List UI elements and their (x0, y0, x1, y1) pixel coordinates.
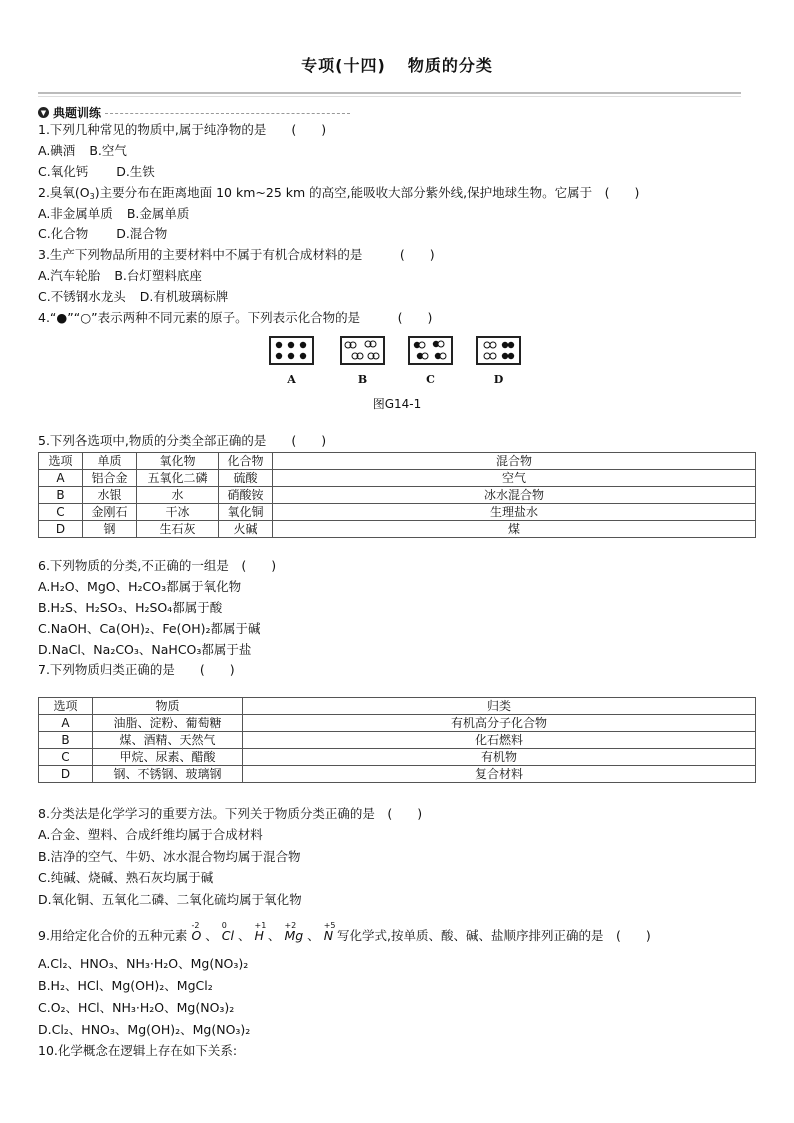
question-10-stem: 10.化学概念在逻辑上存在如下关系: (38, 1043, 238, 1058)
question-6-option-a: A.H₂O、MgO、H₂CO₃都属于氧化物 (38, 579, 242, 594)
figure-box-b (340, 336, 385, 365)
question-8-option-a: A.合金、塑料、合成纤维均属于合成材料 (38, 827, 263, 842)
question-2-options-cd: C.化合物 D.混合物 (38, 226, 168, 241)
question-9-option-b: B.H₂、HCl、Mg(OH)₂、MgCl₂ (38, 978, 213, 993)
question-1-options-ab: A.碘酒 B.空气 (38, 143, 127, 158)
question-3-options-ab: A.汽车轮胎 B.台灯塑料底座 (38, 268, 202, 283)
figure-label-d: D (493, 373, 504, 386)
element-h: +1 H (254, 921, 267, 943)
figure-label-c: C (426, 373, 435, 386)
section-divider (105, 113, 350, 114)
question-9-stem: 9.用给定化合价的五种元素 -2 O 、 0 Cl 、 +1 H 、 +2 Mg 、 +5 N 写化学式,按单质、酸、碱、盐顺序排列正确的是 ( ) (38, 921, 651, 943)
table-header-row: 选项 物质 归类 (39, 698, 756, 715)
question-2-options-ab: A.非金属单质 B.金属单质 (38, 206, 190, 221)
table-row: B 水银 水 硝酸铵 冰水混合物 (39, 487, 756, 504)
section-header (38, 104, 350, 121)
question-4-stem: 4.“●”“○”表示两种不同元素的原子。下列表示化合物的是 ( ) (38, 310, 433, 325)
figure-caption: 图G14-1 (372, 397, 422, 411)
question-9-option-d: D.Cl₂、HNO₃、Mg(OH)₂、Mg(NO₃)₂ (38, 1022, 251, 1037)
question-9-option-a: A.Cl₂、HNO₃、NH₃·H₂O、Mg(NO₃)₂ (38, 956, 249, 971)
table-row: C 甲烷、尿素、醋酸 有机物 (39, 749, 756, 766)
table-row: D 钢 生石灰 火碱 煤 (39, 521, 756, 538)
page-title: 专项(十四) 物质的分类 (301, 56, 493, 75)
figure-label-a: A (287, 373, 296, 386)
question-5-table (38, 452, 756, 538)
figure-box-c (408, 336, 453, 365)
question-8-option-c: C.纯碱、烧碱、熟石灰均属于碱 (38, 870, 214, 885)
table-row: A 铝合金 五氧化二磷 硫酸 空气 (39, 470, 756, 487)
element-o: -2 O (191, 921, 202, 943)
question-7-table (38, 697, 756, 783)
question-3-options-cd: C.不锈钢水龙头 D.有机玻璃标牌 (38, 289, 229, 304)
figure-box-d (476, 336, 521, 365)
question-9-option-c: C.O₂、HCl、NH₃·H₂O、Mg(NO₃)₂ (38, 1000, 235, 1015)
question-6-option-b: B.H₂S、H₂SO₃、H₂SO₄都属于酸 (38, 600, 223, 615)
section-label: 典题训练 (53, 106, 102, 120)
question-6-option-c: C.NaOH、Ca(OH)₂、Fe(OH)₂都属于碱 (38, 621, 261, 636)
table-row: A 油脂、淀粉、葡萄糖 有机高分子化合物 (39, 715, 756, 732)
question-6-option-d: D.NaCl、Na₂CO₃、NaHCO₃都属于盐 (38, 642, 252, 657)
question-1-stem: 1.下列几种常见的物质中,属于纯净物的是 ( ) (38, 122, 327, 137)
table-row: D 钢、不锈钢、玻璃钢 复合材料 (39, 766, 756, 783)
element-mg: +2 Mg (284, 921, 304, 943)
figure-box-a (269, 336, 314, 365)
molecule-figure (269, 336, 527, 396)
title-rule (38, 92, 741, 94)
table-header-row: 选项 单质 氧化物 化合物 混合物 (39, 453, 756, 470)
question-8-option-b: B.洁净的空气、牛奶、冰水混合物均属于混合物 (38, 849, 301, 864)
question-1-options-cd: C.氧化钙 D.生铁 (38, 164, 155, 179)
question-7-stem: 7.下列物质归类正确的是 ( ) (38, 662, 235, 677)
question-6-stem: 6.下列物质的分类,不正确的一组是 ( ) (38, 558, 277, 573)
question-8-stem: 8.分类法是化学学习的重要方法。下列关于物质分类正确的是 ( ) (38, 806, 423, 821)
question-3-stem: 3.生产下列物品所用的主要材料中不属于有机合成材料的是 ( ) (38, 247, 435, 262)
title-rule-thin (38, 96, 741, 97)
chevron-down-icon: ▼ (38, 107, 49, 118)
question-5-stem: 5.下列各选项中,物质的分类全部正确的是 ( ) (38, 433, 327, 448)
table-row: C 金刚石 干冰 氧化铜 生理盐水 (39, 504, 756, 521)
element-n: +5 N (323, 921, 336, 943)
question-8-option-d: D.氧化铜、五氧化二磷、二氧化硫均属于氧化物 (38, 892, 302, 907)
table-row: B 煤、酒精、天然气 化石燃料 (39, 732, 756, 749)
question-2-stem: 2.臭氧$(O_3)$主要分布在距离地面 10 km~25 km 的高空,能吸收大部分紫外线,保护地球生物。它属于 ( ) (38, 185, 640, 201)
figure-label-b: B (357, 373, 368, 386)
element-cl: 0 Cl (221, 921, 234, 943)
